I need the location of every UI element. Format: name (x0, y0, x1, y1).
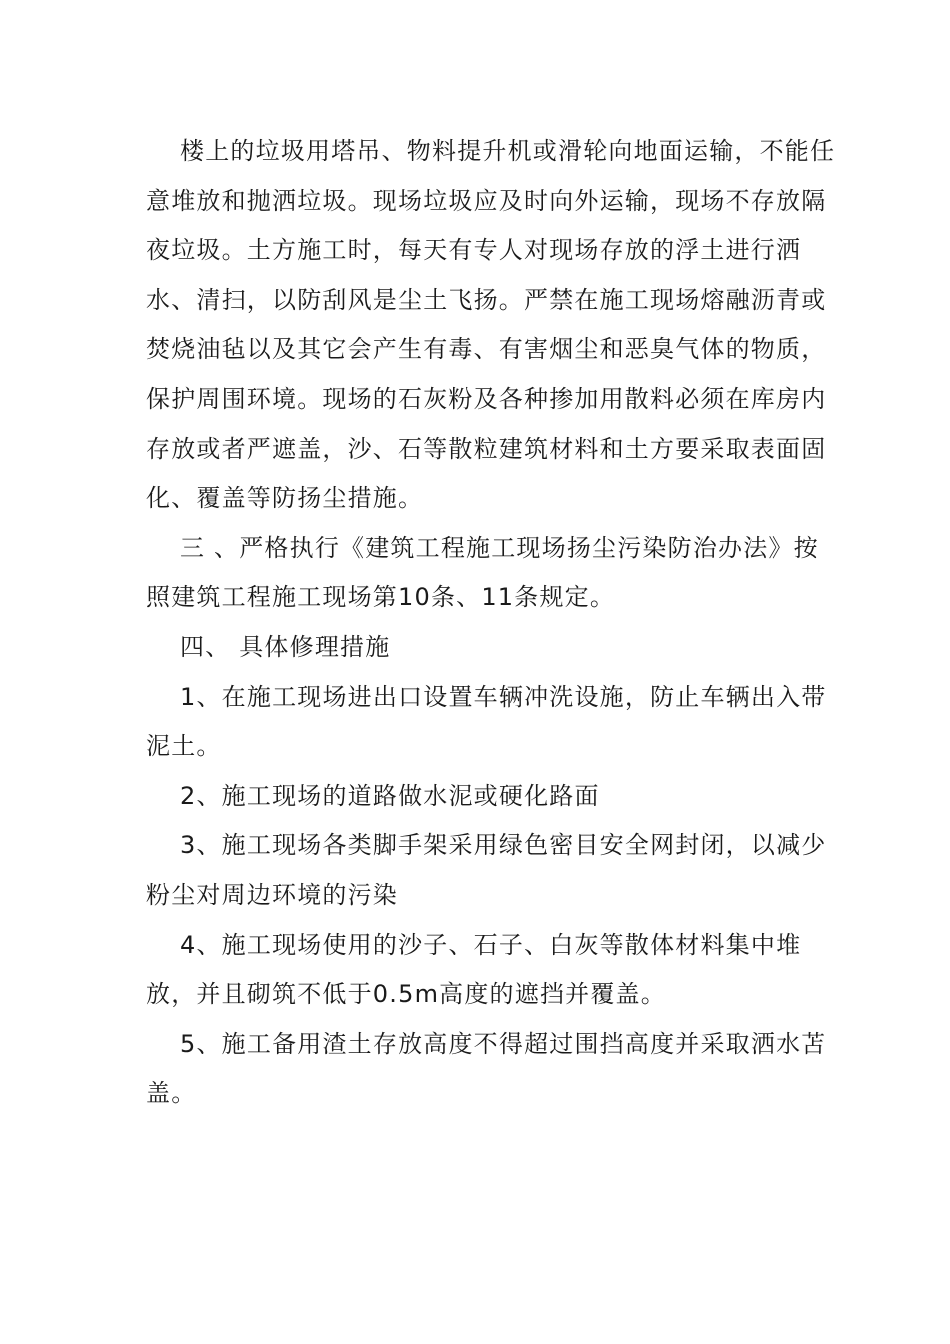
text-line: 保护周围环境。现场的石灰粉及各种掺加用散料必须在库房内 (146, 384, 827, 413)
section-heading: 四、 具体修理措施 (180, 632, 391, 661)
text-line: 照建筑工程施工现场第10条、11条规定。 (146, 583, 616, 612)
text-line: 夜垃圾。土方施工时，每天有专人对现场存放的浮土进行洒 (146, 236, 802, 265)
text-line: 楼上的垃圾用塔吊、物料提升机或滑轮向地面运输，不能任 (180, 137, 836, 165)
list-item: 3、施工现场各类脚手架采用绿色密目安全网封闭，以减少 (180, 831, 827, 860)
list-item: 4、施工现场使用的沙子、石子、白灰等散体材料集中堆 (180, 930, 802, 959)
text-line: 粉尘对周边环境的污染 (146, 880, 398, 909)
text-line: 焚烧油毡以及其它会产生有毒、有害烟尘和恶臭气体的物质， (146, 335, 827, 364)
text-line: 泥土。 (146, 732, 222, 761)
section-heading: 三 、严格执行《建筑工程施工现场扬尘污染防治办法》按 (180, 533, 819, 562)
text-line: 存放或者严遮盖，沙、石等散粒建筑材料和土方要采取表面固 (146, 434, 827, 463)
text-line: 水、清扫，以防刮风是尘土飞扬。严禁在施工现场熔融沥青或 (146, 285, 827, 314)
list-item: 5、施工备用渣土存放高度不得超过围挡高度并采取洒水苫 (180, 1029, 827, 1058)
text-line: 放，并且砌筑不低于0.5m高度的遮挡并覆盖。 (146, 980, 666, 1009)
list-item: 2、施工现场的道路做水泥或硬化路面 (180, 781, 600, 810)
document-body (146, 127, 836, 1119)
text-line: 化、覆盖等防扬尘措施。 (146, 484, 424, 513)
text-line: 意堆放和抛洒垃圾。现场垃圾应及时向外运输，现场不存放隔 (146, 186, 827, 215)
text-line: 盖。 (146, 1079, 197, 1108)
list-item: 1、在施工现场进出口设置车辆冲洗设施，防止车辆出入带 (180, 682, 827, 711)
